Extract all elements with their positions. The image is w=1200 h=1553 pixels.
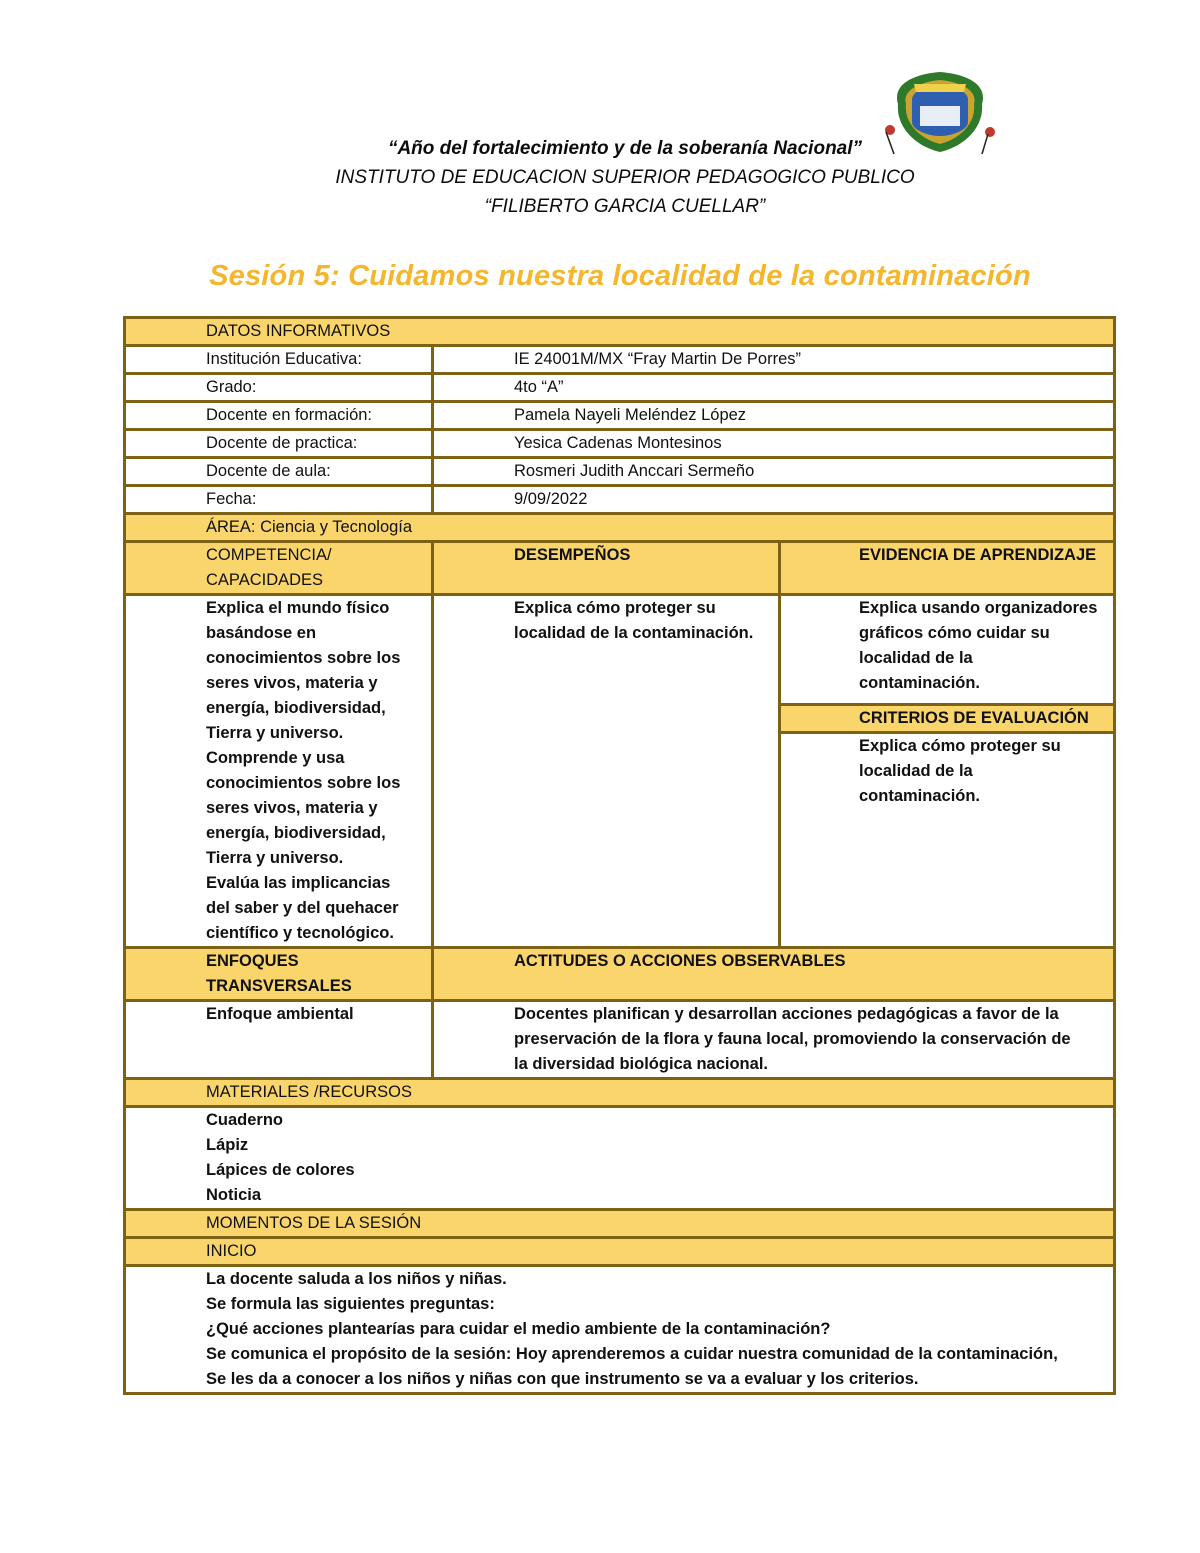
text-line: La docente saluda a los niños y niñas. <box>206 1270 507 1288</box>
heading-line: COMPETENCIA/ <box>206 546 332 564</box>
enfoques-row <box>125 1001 1115 1079</box>
heading-line: CAPACIDADES <box>206 571 324 589</box>
field-value: 4to “A” <box>433 374 1115 402</box>
field-label: Docente de aula: <box>125 458 433 486</box>
text-line: localidad de la <box>859 649 973 667</box>
field-label: Institución Educativa: <box>125 346 433 374</box>
materiales-list <box>125 1107 1115 1210</box>
table-row <box>125 486 1115 514</box>
text-line: energía, biodiversidad, <box>206 699 386 717</box>
inicio-cell <box>125 1266 1115 1394</box>
text-line: Explica usando organizadores <box>859 599 1098 617</box>
text-line: Evalúa las implicancias <box>206 874 391 892</box>
text-line: localidad de la contaminación. <box>514 624 754 642</box>
enfoques-heading <box>125 948 433 1001</box>
motto: “Año del fortalecimiento y de la soberanía Nacional” <box>387 138 863 159</box>
table-row <box>125 402 1115 430</box>
inicio-heading-row <box>125 1238 1115 1266</box>
text-line: localidad de la <box>859 762 973 780</box>
text-line: Se les da a conocer a los niños y niñas con que instrumento se va a evaluar y los criterios. <box>206 1370 919 1388</box>
actitudes-heading: ACTITUDES O ACCIONES OBSERVABLES <box>433 948 1115 1001</box>
session-title: Sesión 5: Cuidamos nuestra localidad de la contaminación <box>209 260 1031 292</box>
text-line: gráficos cómo cuidar su <box>859 624 1050 642</box>
field-value: IE 24001M/MX “Fray Martin De Porres” <box>433 346 1115 374</box>
heading-line: TRANSVERSALES <box>206 977 352 995</box>
momentos-heading: MOMENTOS DE LA SESIÓN <box>125 1210 1115 1238</box>
list-item: Noticia <box>206 1186 262 1204</box>
text-line: contaminación. <box>859 787 981 805</box>
text-line: Se formula las siguientes preguntas: <box>206 1295 495 1313</box>
area-row <box>125 514 1115 542</box>
competencia-row <box>125 595 1115 705</box>
table-row <box>125 458 1115 486</box>
text-line: energía, biodiversidad, <box>206 824 386 842</box>
text-line: Explica cómo proteger su <box>514 599 716 617</box>
criterios-cell <box>780 733 1115 948</box>
text-line: seres vivos, materia y <box>206 674 378 692</box>
text-line: científico y tecnológico. <box>206 924 394 942</box>
text-line: la diversidad biológica nacional. <box>514 1055 768 1073</box>
evidencia-heading: EVIDENCIA DE APRENDIZAJE <box>780 542 1115 595</box>
list-item: Lápices de colores <box>206 1161 355 1179</box>
table-row <box>125 430 1115 458</box>
text-line: contaminación. <box>859 674 981 692</box>
field-label: Grado: <box>125 374 433 402</box>
evidencia-cell <box>780 595 1115 705</box>
table-row <box>125 346 1115 374</box>
field-value: Yesica Cadenas Montesinos <box>433 430 1115 458</box>
text-line: ¿Qué acciones plantearías para cuidar el medio ambiente de la contaminación? <box>206 1320 831 1338</box>
document-header <box>0 134 1200 221</box>
field-value: Pamela Nayeli Meléndez López <box>433 402 1115 430</box>
materiales-heading-row <box>125 1079 1115 1107</box>
criterios-heading: CRITERIOS DE EVALUACIÓN <box>780 705 1115 733</box>
heading-line: ENFOQUES <box>206 952 299 970</box>
text-line: seres vivos, materia y <box>206 799 378 817</box>
momentos-heading-row <box>125 1210 1115 1238</box>
text-line: del saber y del quehacer <box>206 899 399 917</box>
text-line: Tierra y universo. <box>206 849 344 867</box>
field-label: Docente en formación: <box>125 402 433 430</box>
session-plan-table <box>123 316 1116 1395</box>
competencia-cell <box>125 595 433 948</box>
datos-heading: DATOS INFORMATIVOS <box>125 318 1115 346</box>
text-line: Explica el mundo físico <box>206 599 390 617</box>
field-label: Fecha: <box>125 486 433 514</box>
table-row <box>125 374 1115 402</box>
area-label: ÁREA: Ciencia y Tecnología <box>125 514 1115 542</box>
text-line: Se comunica el propósito de la sesión: Hoy aprenderemos a cuidar nuestra comunidad de la contaminación, <box>206 1345 1058 1363</box>
inicio-row <box>125 1266 1115 1394</box>
desempenos-heading: DESEMPEÑOS <box>433 542 780 595</box>
institute-name: “FILIBERTO GARCIA CUELLAR” <box>484 196 766 217</box>
columns-heading-row <box>125 542 1115 595</box>
text-line: Comprende y usa <box>206 749 345 767</box>
actitudes-cell <box>433 1001 1115 1079</box>
text-line: conocimientos sobre los <box>206 649 401 667</box>
list-item: Lápiz <box>206 1136 249 1154</box>
text-line: preservación de la flora y fauna local, promoviendo la conservación de <box>514 1030 1071 1048</box>
field-label: Docente de practica: <box>125 430 433 458</box>
field-value: Rosmeri Judith Anccari Sermeño <box>433 458 1115 486</box>
text-line: basándose en <box>206 624 317 642</box>
materiales-heading: MATERIALES /RECURSOS <box>125 1079 1115 1107</box>
competencia-heading <box>125 542 433 595</box>
enfoques-heading-row <box>125 948 1115 1001</box>
datos-heading-row <box>125 318 1115 346</box>
materiales-row <box>125 1107 1115 1210</box>
enfoque-name: Enfoque ambiental <box>125 1001 433 1079</box>
text-line: Explica cómo proteger su <box>859 737 1061 755</box>
institute-line: INSTITUTO DE EDUCACION SUPERIOR PEDAGOGICO PUBLICO <box>335 167 915 188</box>
text-line: conocimientos sobre los <box>206 774 401 792</box>
desempenos-cell <box>433 595 780 948</box>
field-value: 9/09/2022 <box>433 486 1115 514</box>
text-line: Docentes planifican y desarrollan acciones pedagógicas a favor de la <box>514 1005 1059 1023</box>
text-line: Tierra y universo. <box>206 724 344 742</box>
list-item: Cuaderno <box>206 1111 284 1129</box>
inicio-heading: INICIO <box>125 1238 1115 1266</box>
